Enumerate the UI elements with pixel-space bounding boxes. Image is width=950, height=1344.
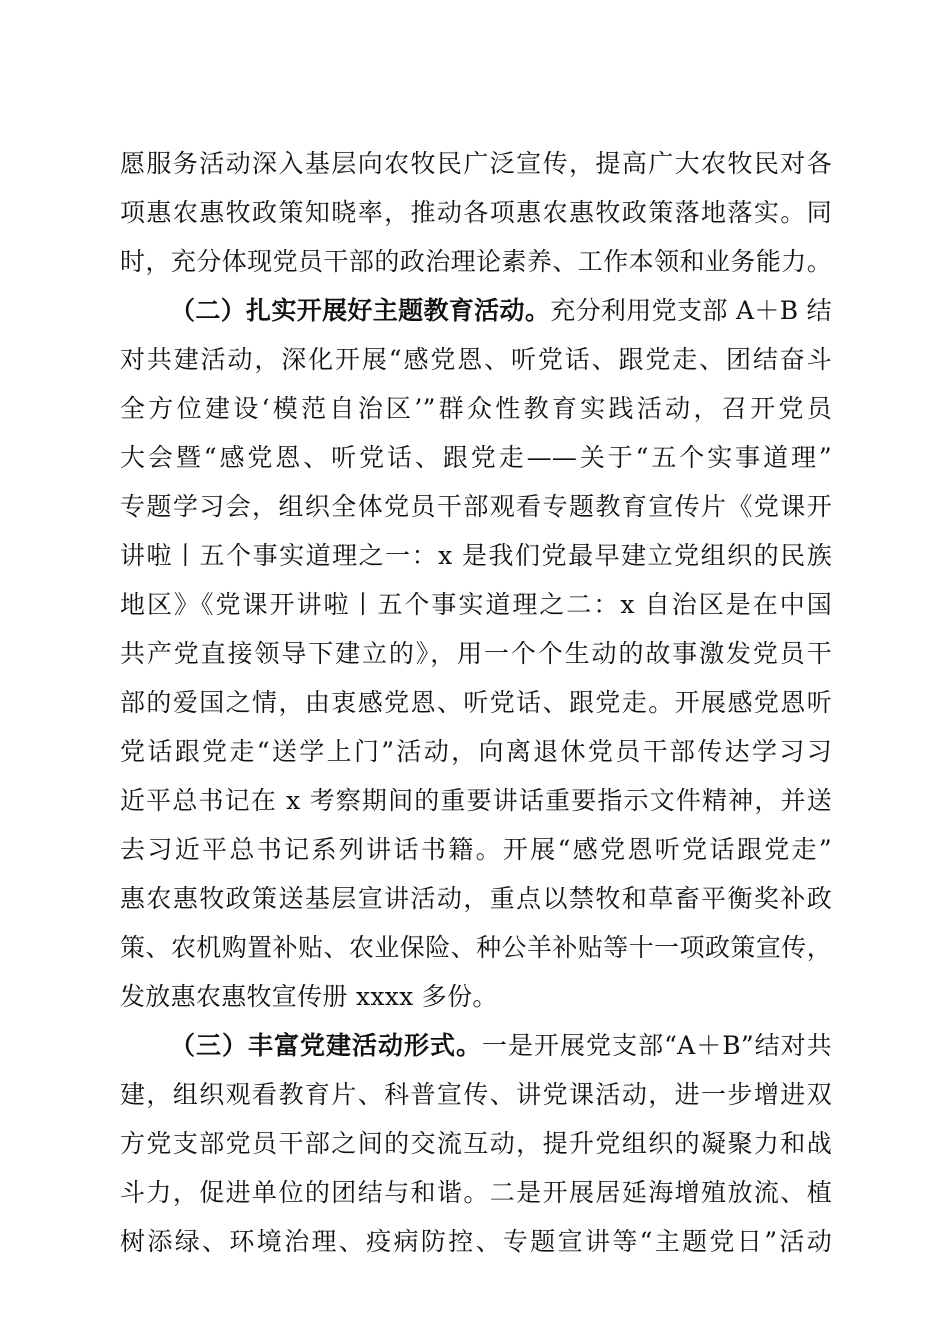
text-line: 策、农机购置补贴、农业保险、种公羊补贴等十一项政策宣传， bbox=[120, 933, 832, 962]
text-line: 时，充分体现党员干部的政治理论素养、工作本领和业务能力。 bbox=[120, 247, 832, 276]
section-first-line-text: 充分利用党支部 A＋B 结 bbox=[550, 296, 832, 325]
text-line: 专题学习会，组织全体党员干部观看专题教育宣传片《党课开 bbox=[120, 492, 832, 521]
text-line: 斗力，促进单位的团结与和谐。二是开展居延海增殖放流、植 bbox=[120, 1178, 832, 1207]
text-line: 去习近平总书记系列讲话书籍。开展“感党恩听党话跟党走” bbox=[120, 835, 832, 864]
text-line: 共产党直接领导下建立的》，用一个个生动的故事激发党员干 bbox=[120, 639, 832, 668]
text-line: 惠农惠牧政策送基层宣讲活动，重点以禁牧和草畜平衡奖补政 bbox=[120, 884, 832, 913]
section-first-line-text: 一是开展党支部“A＋B”结对共 bbox=[482, 1031, 832, 1060]
text-line: 讲啦丨五个事实道理之一：x 是我们党最早建立党组织的民族 bbox=[120, 541, 832, 570]
text-line: 地区》《党课开讲啦丨五个事实道理之二：x 自治区是在中国 bbox=[120, 590, 832, 619]
text-line: 全方位建设‘模范自治区’”群众性教育实践活动，召开党员 bbox=[120, 394, 832, 423]
text-line: 建，组织观看教育片、科普宣传、讲党课活动，进一步增进双 bbox=[120, 1080, 832, 1109]
text-line: 部的爱国之情，由衷感党恩、听党话、跟党走。开展感党恩听 bbox=[120, 688, 832, 717]
section-first-line bbox=[170, 1019, 832, 1072]
text-line: 大会暨“感党恩、听党话、跟党走——关于“五个实事道理” bbox=[120, 443, 832, 472]
section-heading: （三）丰富党建活动形式。 bbox=[170, 1031, 483, 1060]
text-line: 方党支部党员干部之间的交流互动，提升党组织的凝聚力和战 bbox=[120, 1129, 832, 1158]
text-line: 项惠农惠牧政策知晓率，推动各项惠农惠牧政策落地落实。同 bbox=[120, 198, 832, 227]
text-line: 发放惠农惠牧宣传册 xxxx 多份。 bbox=[120, 982, 498, 1011]
section-first-line bbox=[170, 284, 832, 337]
text-line: 党话跟党走“送学上门”活动，向离退休党员干部传达学习习 bbox=[120, 737, 832, 766]
section-heading: （二）扎实开展好主题教育活动。 bbox=[170, 296, 551, 325]
text-line: 对共建活动，深化开展“感党恩、听党话、跟党走、团结奋斗 bbox=[120, 345, 832, 374]
text-line: 愿服务活动深入基层向农牧民广泛宣传，提高广大农牧民对各 bbox=[120, 149, 832, 178]
text-line: 树添绿、环境治理、疫病防控、专题宣讲等“主题党日”活动 bbox=[120, 1227, 832, 1256]
text-line: 近平总书记在 x 考察期间的重要讲话重要指示文件精神，并送 bbox=[120, 786, 832, 815]
